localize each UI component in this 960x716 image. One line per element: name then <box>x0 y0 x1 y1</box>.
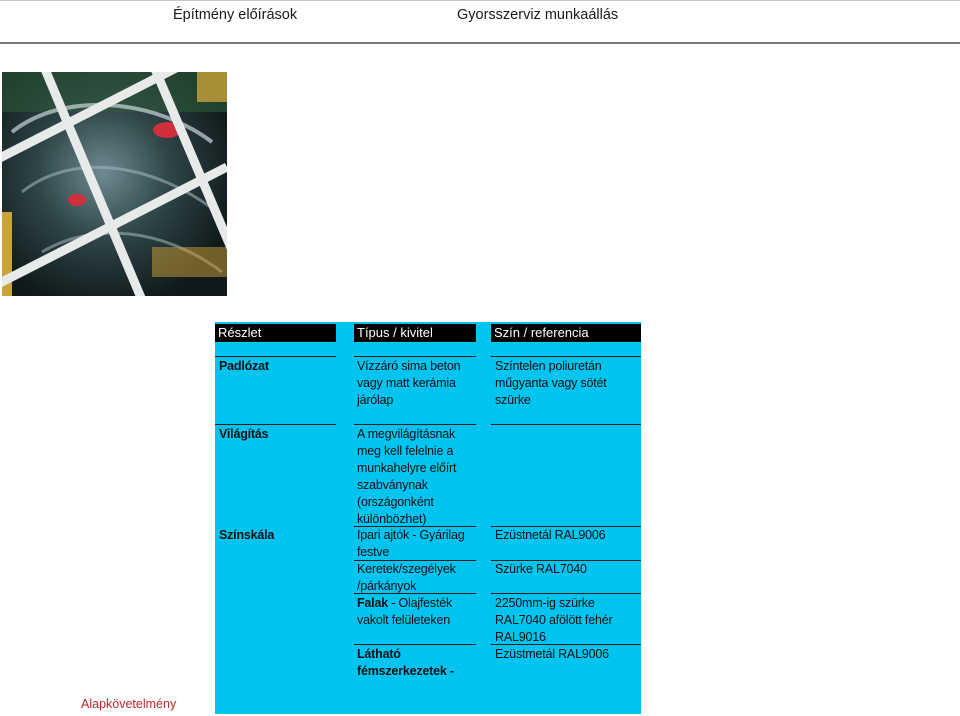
col-header-tipus: Típus / kivitel <box>354 324 476 342</box>
header-left-title: Építmény előírások <box>173 7 298 23</box>
row-divider <box>491 644 641 645</box>
padlozat-color: Színtelen poliuretán műgyanta vagy sötét szürke <box>495 359 607 407</box>
top-border <box>0 0 960 1</box>
szinskala-type-3-bold: Falak <box>357 596 388 610</box>
szinskala-color-4: Ezüstmetál RAL9006 <box>495 647 609 661</box>
szinskala-color-2: Szürke RAL7040 <box>495 562 587 576</box>
header-right-title: Gyorsszerviz munkaállás <box>457 7 619 23</box>
szinskala-type-3-rest: - Olajfesték vakolt felületeken <box>357 596 453 627</box>
col-header-reszlet: Részlet <box>215 324 336 342</box>
row-label-vilagitas: Világítás <box>219 427 269 441</box>
row-divider <box>215 356 336 357</box>
row-label-szinskala: Színskála <box>219 528 275 542</box>
row-divider <box>354 424 476 425</box>
szinskala-type-1: Ipari ajtók - Gyárilag festve <box>357 528 465 559</box>
col-header-szin: Szín / referencia <box>491 324 641 342</box>
row-divider <box>354 356 476 357</box>
row-divider <box>491 356 641 357</box>
row-divider <box>354 593 476 594</box>
szinskala-type-4: Látható fémszerkezetek - <box>357 647 454 678</box>
header-divider <box>0 42 960 44</box>
szinskala-type-3 <box>357 595 479 629</box>
szinskala-color-1: Ezüstnetál RAL9006 <box>495 528 606 542</box>
row-divider <box>491 593 641 594</box>
row-label-padlozat: Padlózat <box>219 359 269 373</box>
row-divider <box>354 644 476 645</box>
row-divider <box>491 424 641 425</box>
szinskala-color-3: 2250mm-ig szürke RAL7040 afölött fehér RAL9016 <box>495 596 613 644</box>
footer-note: Alapkövetelmény <box>81 697 177 711</box>
padlozat-type: Vízzáró sima beton vagy matt kerámia járólap <box>357 359 461 407</box>
spray-booth-photo <box>2 72 227 296</box>
row-divider <box>215 424 336 425</box>
vilagitas-type: A megvilágításnak meg kell felelnie a munkahelyre előírt szabványnak (országonként különbözhet) <box>357 427 457 526</box>
szinskala-type-2: Keretek/szegélyek /párkányok <box>357 562 456 593</box>
